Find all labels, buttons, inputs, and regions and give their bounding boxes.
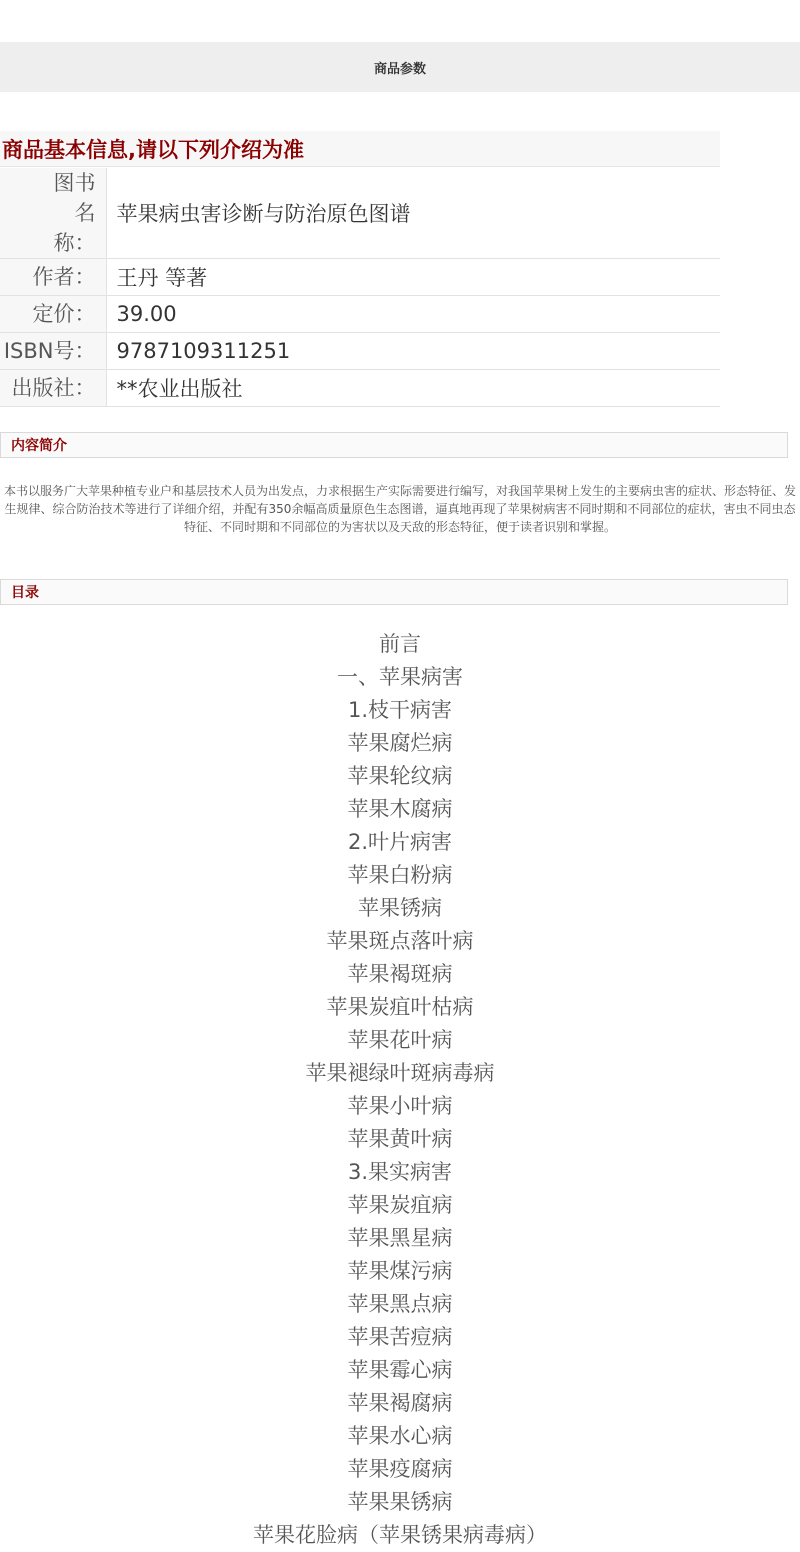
toc-item: 苹果煤污病: [347, 1259, 453, 1283]
header-title: 商品参数: [373, 61, 426, 77]
table-row: [0, 370, 720, 407]
info-label-publisher: 出版社：: [0, 370, 106, 407]
table-row: [0, 333, 720, 370]
toc-item: 苹果黑点病: [347, 1292, 453, 1316]
toc-item: 2.叶片病害: [347, 830, 453, 854]
info-label-isbn: ISBN号：: [0, 333, 106, 370]
toc-item: 苹果小叶病: [347, 1094, 453, 1118]
toc-item: 苹果褪绿叶斑病毒病: [305, 1061, 495, 1085]
toc-item: 1.枝干病害: [347, 698, 453, 722]
book-info-table: [0, 168, 720, 407]
table-row: [0, 168, 720, 259]
toc-heading: 目录: [0, 579, 788, 605]
toc-item: 苹果褐腐病: [347, 1391, 453, 1415]
toc-item: 苹果炭疽病: [347, 1193, 453, 1217]
toc-item: 苹果锈病: [358, 896, 442, 920]
info-title: 商品基本信息,请以下列介绍为准: [0, 131, 720, 167]
toc-item: 苹果疫腐病: [347, 1457, 453, 1481]
toc-item: 苹果黄叶病: [347, 1127, 453, 1151]
toc-item: 苹果花脸病（苹果锈果病毒病）: [253, 1523, 547, 1547]
info-value-author: 王丹 等著: [106, 259, 720, 296]
toc-list: [0, 628, 800, 1552]
toc-item: 苹果黑星病: [347, 1226, 453, 1250]
toc-item: 一、苹果病害: [337, 665, 463, 689]
toc-item: 苹果褐斑病: [347, 962, 453, 986]
info-value-price: 39.00: [106, 296, 720, 333]
info-value-publisher: **农业出版社: [106, 370, 720, 407]
toc-item: 苹果腐烂病: [347, 731, 453, 755]
page-header: [0, 42, 800, 92]
info-value-title: 苹果病虫害诊断与防治原色图谱: [106, 168, 720, 259]
intro-text: 本书以服务广大苹果种植专业户和基层技术人员为出发点，力求根据生产实际需要进行编写，对我国苹果树上发生的主要病虫害的症状、形态特征、发生规律、综合防治技术等进行了详细介绍，并配有350余幅高质量原色生态图谱，逼真地再现了苹果树病害不同时期和不同部位的症状，害虫不同虫态特征、不同时期和不同部位的为害状以及天敌的形态特征，便于读者识别和掌握。: [3, 484, 796, 534]
toc-item: 苹果果锈病: [347, 1490, 453, 1514]
info-label-price: 定价：: [0, 296, 106, 333]
toc-item: 前言: [379, 632, 421, 656]
toc-item: 苹果木腐病: [347, 797, 453, 821]
table-row: [0, 296, 720, 333]
toc-item: 苹果苦痘病: [347, 1325, 453, 1349]
toc-item: 苹果斑点落叶病: [326, 929, 474, 953]
toc-item: 3.果实病害: [347, 1160, 453, 1184]
info-label-title: 图书名称：: [0, 168, 106, 259]
info-label-author: 作者：: [0, 259, 106, 296]
toc-item: 苹果水心病: [347, 1424, 453, 1448]
info-value-isbn: 9787109311251: [106, 333, 720, 370]
toc-item: 苹果炭疽叶枯病: [326, 995, 474, 1019]
toc-item: 苹果花叶病: [347, 1028, 453, 1052]
table-row: [0, 259, 720, 296]
toc-item: 苹果霉心病: [347, 1358, 453, 1382]
toc-item: 苹果轮纹病: [347, 764, 453, 788]
toc-item: 苹果白粉病: [347, 863, 453, 887]
intro-heading: 内容简介: [0, 432, 788, 458]
